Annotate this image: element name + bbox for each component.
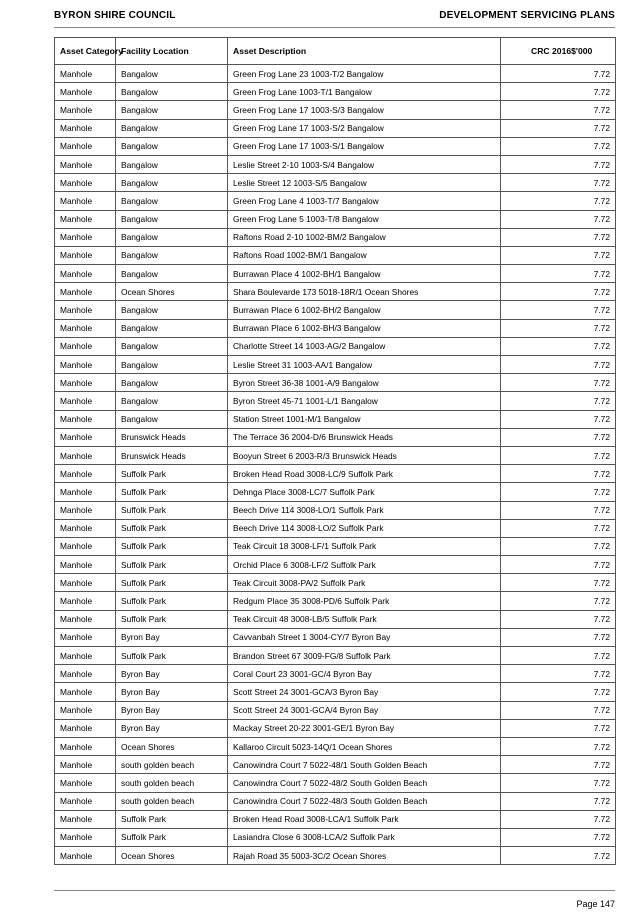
cell-asset-description: Scott Street 24 3001-GCA/4 Byron Bay	[228, 701, 501, 719]
cell-crc: 7.72	[501, 610, 616, 628]
cell-asset-description: Green Frog Lane 5 1003-T/8 Bangalow	[228, 210, 501, 228]
cell-asset-category: Manhole	[55, 810, 116, 828]
cell-asset-description: Scott Street 24 3001-GCA/3 Byron Bay	[228, 683, 501, 701]
cell-crc: 7.72	[501, 756, 616, 774]
col-crc: CRC 2016$'000	[501, 38, 616, 65]
cell-crc: 7.72	[501, 537, 616, 555]
cell-asset-description: Green Frog Lane 23 1003-T/2 Bangalow	[228, 65, 501, 83]
cell-facility-location: Suffolk Park	[116, 537, 228, 555]
table-row	[55, 519, 616, 537]
cell-crc: 7.72	[501, 810, 616, 828]
table-row	[55, 828, 616, 846]
table-row	[55, 192, 616, 210]
cell-facility-location: Suffolk Park	[116, 647, 228, 665]
table-row	[55, 465, 616, 483]
cell-asset-category: Manhole	[55, 537, 116, 555]
cell-crc: 7.72	[501, 210, 616, 228]
cell-facility-location: Bangalow	[116, 174, 228, 192]
table-row	[55, 501, 616, 519]
cell-facility-location: Bangalow	[116, 228, 228, 246]
cell-asset-description: Canowindra Court 7 5022-48/3 South Golden Beach	[228, 792, 501, 810]
table-row	[55, 647, 616, 665]
cell-asset-category: Manhole	[55, 101, 116, 119]
cell-asset-description: Dehnga Place 3008-LC/7 Suffolk Park	[228, 483, 501, 501]
cell-asset-description: Byron Street 45-71 1001-L/1 Bangalow	[228, 392, 501, 410]
cell-crc: 7.72	[501, 665, 616, 683]
asset-table	[54, 37, 616, 865]
council-name: BYRON SHIRE COUNCIL	[54, 10, 176, 21]
cell-asset-category: Manhole	[55, 356, 116, 374]
cell-asset-category: Manhole	[55, 410, 116, 428]
table-header-row	[55, 38, 616, 65]
cell-asset-category: Manhole	[55, 319, 116, 337]
cell-asset-description: Green Frog Lane 17 1003-S/1 Bangalow	[228, 137, 501, 155]
cell-asset-description: Green Frog Lane 1003-T/1 Bangalow	[228, 83, 501, 101]
cell-asset-category: Manhole	[55, 701, 116, 719]
cell-asset-description: Teak Circuit 3008-PA/2 Suffolk Park	[228, 574, 501, 592]
cell-asset-category: Manhole	[55, 574, 116, 592]
cell-crc: 7.72	[501, 774, 616, 792]
cell-crc: 7.72	[501, 847, 616, 865]
cell-crc: 7.72	[501, 65, 616, 83]
cell-facility-location: Suffolk Park	[116, 465, 228, 483]
cell-asset-category: Manhole	[55, 119, 116, 137]
cell-crc: 7.72	[501, 737, 616, 755]
cell-crc: 7.72	[501, 556, 616, 574]
cell-facility-location: Brunswick Heads	[116, 446, 228, 464]
cell-facility-location: Suffolk Park	[116, 501, 228, 519]
cell-crc: 7.72	[501, 628, 616, 646]
cell-crc: 7.72	[501, 701, 616, 719]
cell-crc: 7.72	[501, 155, 616, 173]
cell-asset-category: Manhole	[55, 774, 116, 792]
cell-crc: 7.72	[501, 319, 616, 337]
table-row	[55, 319, 616, 337]
cell-asset-description: Byron Street 36-38 1001-A/9 Bangalow	[228, 374, 501, 392]
cell-facility-location: Bangalow	[116, 192, 228, 210]
table-row	[55, 483, 616, 501]
cell-asset-description: Orchid Place 6 3008-LF/2 Suffolk Park	[228, 556, 501, 574]
cell-crc: 7.72	[501, 428, 616, 446]
cell-crc: 7.72	[501, 265, 616, 283]
cell-asset-category: Manhole	[55, 610, 116, 628]
cell-facility-location: Bangalow	[116, 65, 228, 83]
cell-crc: 7.72	[501, 719, 616, 737]
cell-facility-location: south golden beach	[116, 774, 228, 792]
table-row	[55, 246, 616, 264]
table-row	[55, 446, 616, 464]
cell-asset-category: Manhole	[55, 65, 116, 83]
cell-asset-description: Charlotte Street 14 1003-AG/2 Bangalow	[228, 337, 501, 355]
table-row	[55, 574, 616, 592]
table-row	[55, 337, 616, 355]
table-row	[55, 137, 616, 155]
cell-asset-category: Manhole	[55, 756, 116, 774]
cell-asset-description: Green Frog Lane 17 1003-S/2 Bangalow	[228, 119, 501, 137]
cell-facility-location: Bangalow	[116, 337, 228, 355]
cell-facility-location: Byron Bay	[116, 683, 228, 701]
cell-crc: 7.72	[501, 574, 616, 592]
cell-crc: 7.72	[501, 392, 616, 410]
cell-asset-category: Manhole	[55, 592, 116, 610]
cell-asset-category: Manhole	[55, 374, 116, 392]
table-row	[55, 392, 616, 410]
cell-facility-location: Brunswick Heads	[116, 428, 228, 446]
cell-asset-description: Green Frog Lane 4 1003-T/7 Bangalow	[228, 192, 501, 210]
footer-divider	[54, 890, 615, 891]
cell-asset-description: Shara Boulevarde 173 5018-18R/1 Ocean Shores	[228, 283, 501, 301]
cell-asset-category: Manhole	[55, 501, 116, 519]
page-number: Page 147	[576, 899, 615, 909]
cell-facility-location: Bangalow	[116, 319, 228, 337]
cell-asset-description: Station Street 1001-M/1 Bangalow	[228, 410, 501, 428]
cell-facility-location: Bangalow	[116, 119, 228, 137]
table-row	[55, 83, 616, 101]
cell-asset-description: Brandon Street 67 3009-FG/8 Suffolk Park	[228, 647, 501, 665]
cell-crc: 7.72	[501, 119, 616, 137]
cell-asset-description: Leslie Street 12 1003-S/5 Bangalow	[228, 174, 501, 192]
cell-asset-description: Beech Drive 114 3008-LO/2 Suffolk Park	[228, 519, 501, 537]
table-row	[55, 283, 616, 301]
cell-facility-location: Suffolk Park	[116, 810, 228, 828]
cell-asset-category: Manhole	[55, 210, 116, 228]
cell-asset-description: Beech Drive 114 3008-LO/1 Suffolk Park	[228, 501, 501, 519]
cell-crc: 7.72	[501, 301, 616, 319]
cell-asset-category: Manhole	[55, 228, 116, 246]
cell-crc: 7.72	[501, 828, 616, 846]
table-row	[55, 101, 616, 119]
table-row	[55, 665, 616, 683]
cell-facility-location: Suffolk Park	[116, 519, 228, 537]
cell-asset-description: Burrawan Place 6 1002-BH/2 Bangalow	[228, 301, 501, 319]
cell-asset-description: Burrawan Place 4 1002-BH/1 Bangalow	[228, 265, 501, 283]
cell-asset-description: Booyun Street 6 2003-R/3 Brunswick Heads	[228, 446, 501, 464]
cell-asset-description: Burrawan Place 6 1002-BH/3 Bangalow	[228, 319, 501, 337]
cell-crc: 7.72	[501, 83, 616, 101]
cell-facility-location: Suffolk Park	[116, 574, 228, 592]
cell-asset-category: Manhole	[55, 392, 116, 410]
cell-facility-location: Suffolk Park	[116, 828, 228, 846]
cell-facility-location: Bangalow	[116, 374, 228, 392]
cell-asset-description: Broken Head Road 3008-LC/9 Suffolk Park	[228, 465, 501, 483]
cell-asset-category: Manhole	[55, 192, 116, 210]
cell-asset-description: Teak Circuit 48 3008-LB/5 Suffolk Park	[228, 610, 501, 628]
cell-asset-category: Manhole	[55, 155, 116, 173]
cell-facility-location: Byron Bay	[116, 665, 228, 683]
cell-facility-location: Byron Bay	[116, 628, 228, 646]
cell-asset-category: Manhole	[55, 483, 116, 501]
cell-facility-location: Suffolk Park	[116, 483, 228, 501]
table-row	[55, 119, 616, 137]
cell-crc: 7.72	[501, 647, 616, 665]
table-row	[55, 847, 616, 865]
cell-facility-location: Byron Bay	[116, 719, 228, 737]
cell-asset-description: Kallaroo Circuit 5023-14Q/1 Ocean Shores	[228, 737, 501, 755]
cell-facility-location: Bangalow	[116, 83, 228, 101]
cell-asset-category: Manhole	[55, 519, 116, 537]
cell-facility-location: Bangalow	[116, 155, 228, 173]
cell-crc: 7.72	[501, 483, 616, 501]
cell-asset-category: Manhole	[55, 174, 116, 192]
cell-asset-category: Manhole	[55, 792, 116, 810]
cell-asset-description: Redgum Place 35 3008-PD/6 Suffolk Park	[228, 592, 501, 610]
cell-asset-category: Manhole	[55, 301, 116, 319]
table-row	[55, 356, 616, 374]
table-row	[55, 810, 616, 828]
table-row	[55, 174, 616, 192]
table-row	[55, 610, 616, 628]
cell-asset-category: Manhole	[55, 719, 116, 737]
table-row	[55, 410, 616, 428]
cell-facility-location: Bangalow	[116, 137, 228, 155]
cell-crc: 7.72	[501, 592, 616, 610]
cell-asset-category: Manhole	[55, 737, 116, 755]
cell-crc: 7.72	[501, 228, 616, 246]
cell-crc: 7.72	[501, 683, 616, 701]
cell-asset-description: Coral Court 23 3001-GC/4 Byron Bay	[228, 665, 501, 683]
table-row	[55, 65, 616, 83]
cell-crc: 7.72	[501, 792, 616, 810]
table-row	[55, 265, 616, 283]
cell-asset-category: Manhole	[55, 465, 116, 483]
table-row	[55, 155, 616, 173]
cell-crc: 7.72	[501, 101, 616, 119]
cell-crc: 7.72	[501, 246, 616, 264]
table-row	[55, 792, 616, 810]
table-row	[55, 628, 616, 646]
cell-facility-location: Bangalow	[116, 265, 228, 283]
cell-asset-description: Teak Circuit 18 3008-LF/1 Suffolk Park	[228, 537, 501, 555]
col-asset-category: Asset Category	[55, 38, 116, 65]
cell-crc: 7.72	[501, 465, 616, 483]
cell-facility-location: Ocean Shores	[116, 283, 228, 301]
cell-asset-description: Rajah Road 35 5003-3C/2 Ocean Shores	[228, 847, 501, 865]
cell-asset-category: Manhole	[55, 337, 116, 355]
table-row	[55, 301, 616, 319]
cell-asset-description: The Terrace 36 2004-D/6 Brunswick Heads	[228, 428, 501, 446]
col-facility-location: Facility Location	[116, 38, 228, 65]
cell-crc: 7.72	[501, 356, 616, 374]
cell-asset-category: Manhole	[55, 683, 116, 701]
cell-asset-category: Manhole	[55, 265, 116, 283]
table-row	[55, 210, 616, 228]
cell-asset-category: Manhole	[55, 428, 116, 446]
table-row	[55, 228, 616, 246]
cell-facility-location: Ocean Shores	[116, 847, 228, 865]
table-row	[55, 592, 616, 610]
cell-asset-category: Manhole	[55, 83, 116, 101]
cell-facility-location: Bangalow	[116, 246, 228, 264]
cell-asset-description: Cavvanbah Street 1 3004-CY/7 Byron Bay	[228, 628, 501, 646]
cell-asset-description: Broken Head Road 3008-LCA/1 Suffolk Park	[228, 810, 501, 828]
cell-asset-category: Manhole	[55, 556, 116, 574]
table-row	[55, 719, 616, 737]
cell-asset-category: Manhole	[55, 828, 116, 846]
cell-facility-location: Ocean Shores	[116, 737, 228, 755]
cell-asset-category: Manhole	[55, 137, 116, 155]
table-row	[55, 774, 616, 792]
table-row	[55, 374, 616, 392]
table-body	[55, 65, 616, 865]
cell-facility-location: south golden beach	[116, 792, 228, 810]
cell-crc: 7.72	[501, 446, 616, 464]
cell-crc: 7.72	[501, 410, 616, 428]
cell-asset-description: Lasiandra Close 6 3008-LCA/2 Suffolk Park	[228, 828, 501, 846]
cell-facility-location: Bangalow	[116, 392, 228, 410]
cell-asset-category: Manhole	[55, 246, 116, 264]
table-row	[55, 737, 616, 755]
cell-facility-location: south golden beach	[116, 756, 228, 774]
table-row	[55, 683, 616, 701]
cell-asset-description: Mackay Street 20-22 3001-GE/1 Byron Bay	[228, 719, 501, 737]
cell-crc: 7.72	[501, 137, 616, 155]
table-row	[55, 756, 616, 774]
cell-crc: 7.72	[501, 337, 616, 355]
cell-asset-description: Leslie Street 31 1003-AA/1 Bangalow	[228, 356, 501, 374]
cell-asset-category: Manhole	[55, 283, 116, 301]
cell-facility-location: Bangalow	[116, 410, 228, 428]
cell-facility-location: Suffolk Park	[116, 592, 228, 610]
header-divider	[54, 27, 615, 28]
cell-facility-location: Bangalow	[116, 356, 228, 374]
cell-crc: 7.72	[501, 192, 616, 210]
cell-asset-category: Manhole	[55, 446, 116, 464]
table-row	[55, 701, 616, 719]
cell-facility-location: Suffolk Park	[116, 556, 228, 574]
cell-asset-category: Manhole	[55, 665, 116, 683]
table-row	[55, 537, 616, 555]
table-row	[55, 556, 616, 574]
cell-asset-category: Manhole	[55, 628, 116, 646]
cell-asset-description: Leslie Street 2-10 1003-S/4 Bangalow	[228, 155, 501, 173]
cell-crc: 7.72	[501, 519, 616, 537]
cell-asset-description: Canowindra Court 7 5022-48/1 South Golden Beach	[228, 756, 501, 774]
cell-asset-category: Manhole	[55, 847, 116, 865]
cell-crc: 7.72	[501, 174, 616, 192]
document-title: DEVELOPMENT SERVICING PLANS	[439, 10, 615, 21]
cell-facility-location: Bangalow	[116, 210, 228, 228]
cell-crc: 7.72	[501, 283, 616, 301]
cell-facility-location: Bangalow	[116, 101, 228, 119]
cell-asset-description: Canowindra Court 7 5022-48/2 South Golden Beach	[228, 774, 501, 792]
cell-asset-description: Raftons Road 1002-BM/1 Bangalow	[228, 246, 501, 264]
col-asset-description: Asset Description	[228, 38, 501, 65]
cell-asset-description: Raftons Road 2-10 1002-BM/2 Bangalow	[228, 228, 501, 246]
cell-asset-description: Green Frog Lane 17 1003-S/3 Bangalow	[228, 101, 501, 119]
table-row	[55, 428, 616, 446]
cell-facility-location: Bangalow	[116, 301, 228, 319]
cell-asset-category: Manhole	[55, 647, 116, 665]
cell-crc: 7.72	[501, 501, 616, 519]
cell-facility-location: Byron Bay	[116, 701, 228, 719]
cell-facility-location: Suffolk Park	[116, 610, 228, 628]
cell-crc: 7.72	[501, 374, 616, 392]
